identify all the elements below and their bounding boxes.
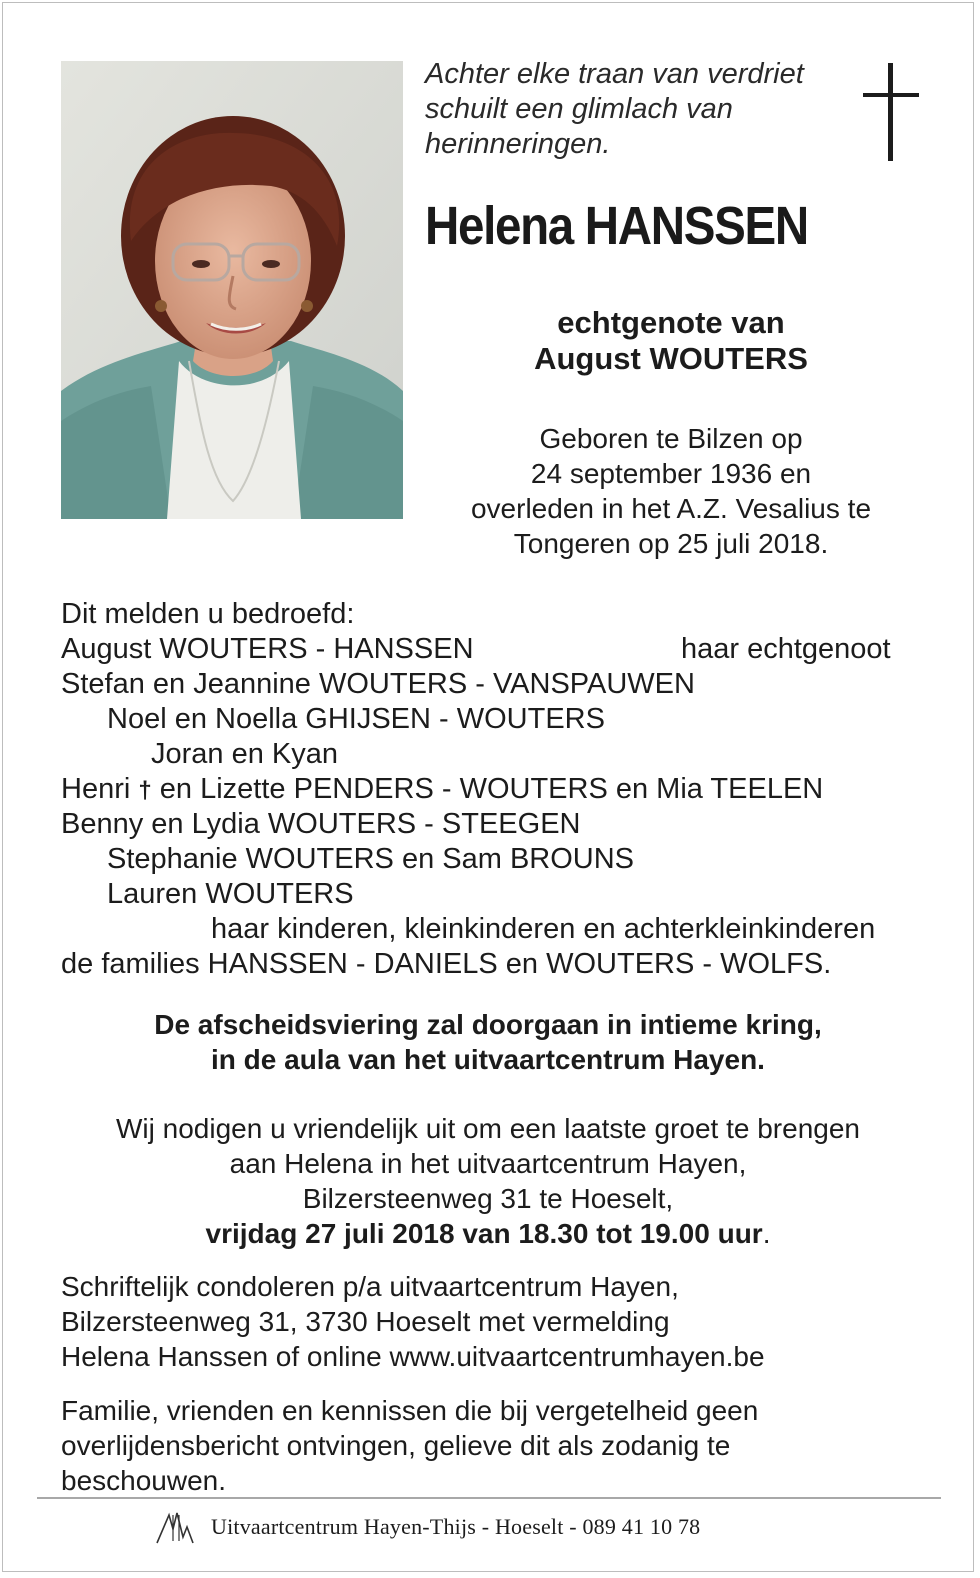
invitation-block bbox=[43, 1111, 933, 1251]
notice-line: beschouwen. bbox=[61, 1465, 227, 1496]
notice-line: overlijdensbericht ontvingen, gelieve dit als zodanig te bbox=[61, 1430, 731, 1461]
family-child: Stefan en Jeannine WOUTERS - VANSPAUWEN bbox=[61, 668, 695, 700]
family-child: Benny en Lydia WOUTERS - STEEGEN bbox=[61, 808, 581, 840]
family-child bbox=[61, 772, 931, 807]
family-grandchild: Stephanie WOUTERS en Sam BROUNS bbox=[107, 843, 635, 875]
invitation-datetime-line bbox=[43, 1216, 933, 1251]
birth-line: Geboren te Bilzen op bbox=[539, 423, 803, 454]
dagger-icon: † bbox=[138, 777, 152, 804]
birth-line: overleden in het A.Z. Vesalius te bbox=[470, 493, 872, 524]
quote-line: schuilt een glimlach van bbox=[425, 93, 733, 125]
notice-line: Familie, vrienden en kennissen die bij vergetelheid geen bbox=[61, 1395, 759, 1426]
family-grandchild: Noel en Noella GHIJSEN - WOUTERS bbox=[107, 703, 605, 735]
condolence-line: Schriftelijk condoleren p/a uitvaartcentrum Hayen, bbox=[61, 1271, 679, 1302]
family-intro: Dit melden u bedroefd: bbox=[61, 598, 355, 630]
family-child-rest: en Lizette PENDERS - WOUTERS en Mia TEELEN bbox=[159, 773, 824, 805]
spouse-relation: echtgenote van bbox=[557, 305, 785, 340]
family-grandchild: Lauren WOUTERS bbox=[107, 878, 354, 910]
invitation-line: aan Helena in het uitvaartcentrum Hayen, bbox=[229, 1148, 747, 1179]
family-row-spouse bbox=[61, 632, 931, 667]
family-spouse-role: haar echtgenoot bbox=[681, 633, 891, 665]
ceremony-notice bbox=[43, 1007, 933, 1077]
quote-line: herinneringen. bbox=[425, 128, 611, 160]
cross-icon bbox=[863, 63, 919, 161]
family-great-grandchild: Joran en Kyan bbox=[151, 738, 339, 770]
birth-line: 24 september 1936 en bbox=[530, 458, 812, 489]
portrait-image bbox=[61, 61, 403, 519]
condolence-line: Bilzersteenweg 31, 3730 Hoeselt met vermelding bbox=[61, 1306, 670, 1337]
invitation-line: Bilzersteenweg 31 te Hoeselt, bbox=[302, 1183, 674, 1214]
portrait-photo bbox=[61, 61, 403, 519]
invitation-period: . bbox=[762, 1218, 771, 1249]
obituary-card bbox=[2, 2, 974, 1572]
birth-death-info bbox=[423, 421, 919, 561]
notice-block bbox=[61, 1393, 941, 1498]
spouse-block bbox=[423, 305, 919, 377]
footer-divider bbox=[37, 1497, 941, 1499]
invitation-datetime: vrijdag 27 juli 2018 van 18.30 tot 19.00 uur bbox=[205, 1218, 763, 1249]
family-list bbox=[61, 597, 931, 982]
family-child-first: Henri bbox=[61, 773, 131, 805]
ceremony-line: De afscheidsviering zal doorgaan in intieme kring, bbox=[154, 1009, 822, 1040]
spouse-name: August WOUTERS bbox=[534, 341, 808, 376]
condolence-line: Helena Hanssen of online www.uitvaartcentrumhayen.be bbox=[61, 1341, 765, 1372]
condolence-info bbox=[61, 1269, 941, 1374]
quote-line: Achter elke traan van verdriet bbox=[425, 58, 804, 90]
ceremony-line: in de aula van het uitvaartcentrum Hayen. bbox=[211, 1044, 765, 1075]
funeral-home-logo-icon bbox=[153, 1507, 197, 1547]
birth-line: Tongeren op 25 juli 2018. bbox=[513, 528, 829, 559]
memorial-quote bbox=[425, 57, 845, 162]
footer-text: Uitvaartcentrum Hayen-Thijs - Hoeselt - 089 41 10 78 bbox=[211, 1514, 701, 1539]
family-families: de families HANSSEN - DANIELS en WOUTERS - WOLFS. bbox=[61, 948, 832, 980]
deceased-name: Helena HANSSEN bbox=[425, 196, 808, 256]
family-spouse-name: August WOUTERS - HANSSEN bbox=[61, 633, 474, 665]
footer bbox=[153, 1507, 853, 1547]
invitation-line: Wij nodigen u vriendelijk uit om een laatste groet te brengen bbox=[116, 1113, 860, 1144]
family-relations: haar kinderen, kleinkinderen en achterkleinkinderen bbox=[211, 913, 876, 945]
